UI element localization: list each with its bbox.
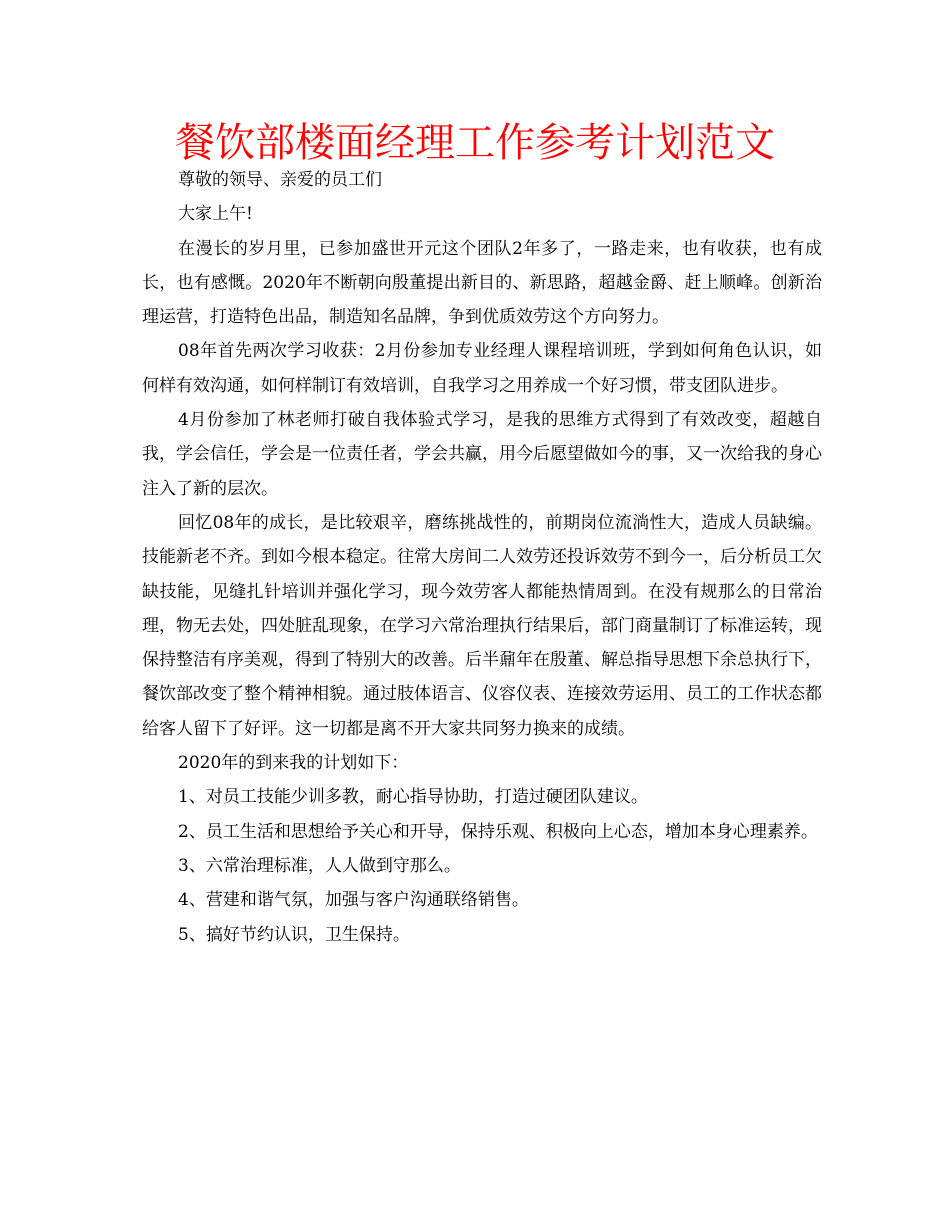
document-title: 餐饮部楼面经理工作参考计划范文 [175, 120, 775, 166]
plan-item-4: 4、营建和谐气氛，加强与客户沟通联络销售。 [178, 890, 529, 911]
salutation: 尊敬的领导、亲爱的员工们 [178, 170, 382, 190]
paragraph-learning-1: 08年首先两次学习收获：2月份参加专业经理人课程培训班，学到如何角色认识，如何样有效沟通，如何样制订有效培训，自我学习之用养成一个好习惯，带支团队进步。 [142, 341, 822, 396]
greeting: 大家上午! [178, 204, 253, 225]
document-body [142, 163, 822, 952]
plan-heading: 2020年的到来我的计划如下： [178, 753, 409, 774]
plan-item-1: 1、对员工技能少训多教，耐心指导协助，打造过硬团队建议。 [178, 787, 648, 808]
paragraph-learning-2: 4月份参加了林老师打破自我体验式学习，是我的思维方式得到了有效改变，超越自我，学会信任，学会是一位责任者，学会共赢，用今后愿望做如今的事，又一次给我的身心注入了新的层次。 [142, 410, 822, 499]
paragraph-intro: 在漫长的岁月里，已参加盛世开元这个团队2年多了，一路走来，也有收获，也有成长，也有感慨。2020年不断朝向殷董提出新目的、新思路，超越金爵、赶上顺峰。创新治理运营，打造特色出品，制造知名品牌，争到优质效劳这个方向努力。 [142, 238, 822, 328]
plan-item-3: 3、六常治理标准，人人做到守那么。 [178, 855, 461, 876]
plan-item-5: 5、搞好节约认识，卫生保持。 [178, 924, 410, 945]
paragraph-review: 回忆08年的成长，是比较艰辛，磨练挑战性的，前期岗位流淌性大，造成人员缺编。技能新老不齐。到如今根本稳定。往常大房间二人效劳还投诉效劳不到今一，后分析员工欠缺技能，见缝扎针培训并强化学习，现今效劳客人都能热情周到。在没有规那么的日常治理，物无去处，四处脏乱现象，在学习六常治理执行结果后，部门商量制订了标准运转，现保持整洁有序美观，得到了特别大的改善。后半鼐年在殷董、解总指导思想下余总执行下，餐饮部改变了整个精神相貌。通过肢体语言、仪容仪表、连接效劳运用、员工的工作状态都给客人留下了好评。这一切都是离不开大家共同努力换来的成绩。 [142, 512, 822, 739]
plan-item-2: 2、员工生活和思想给予关心和开导，保持乐观、积极向上心态，增加本身心理素养。 [178, 821, 818, 842]
